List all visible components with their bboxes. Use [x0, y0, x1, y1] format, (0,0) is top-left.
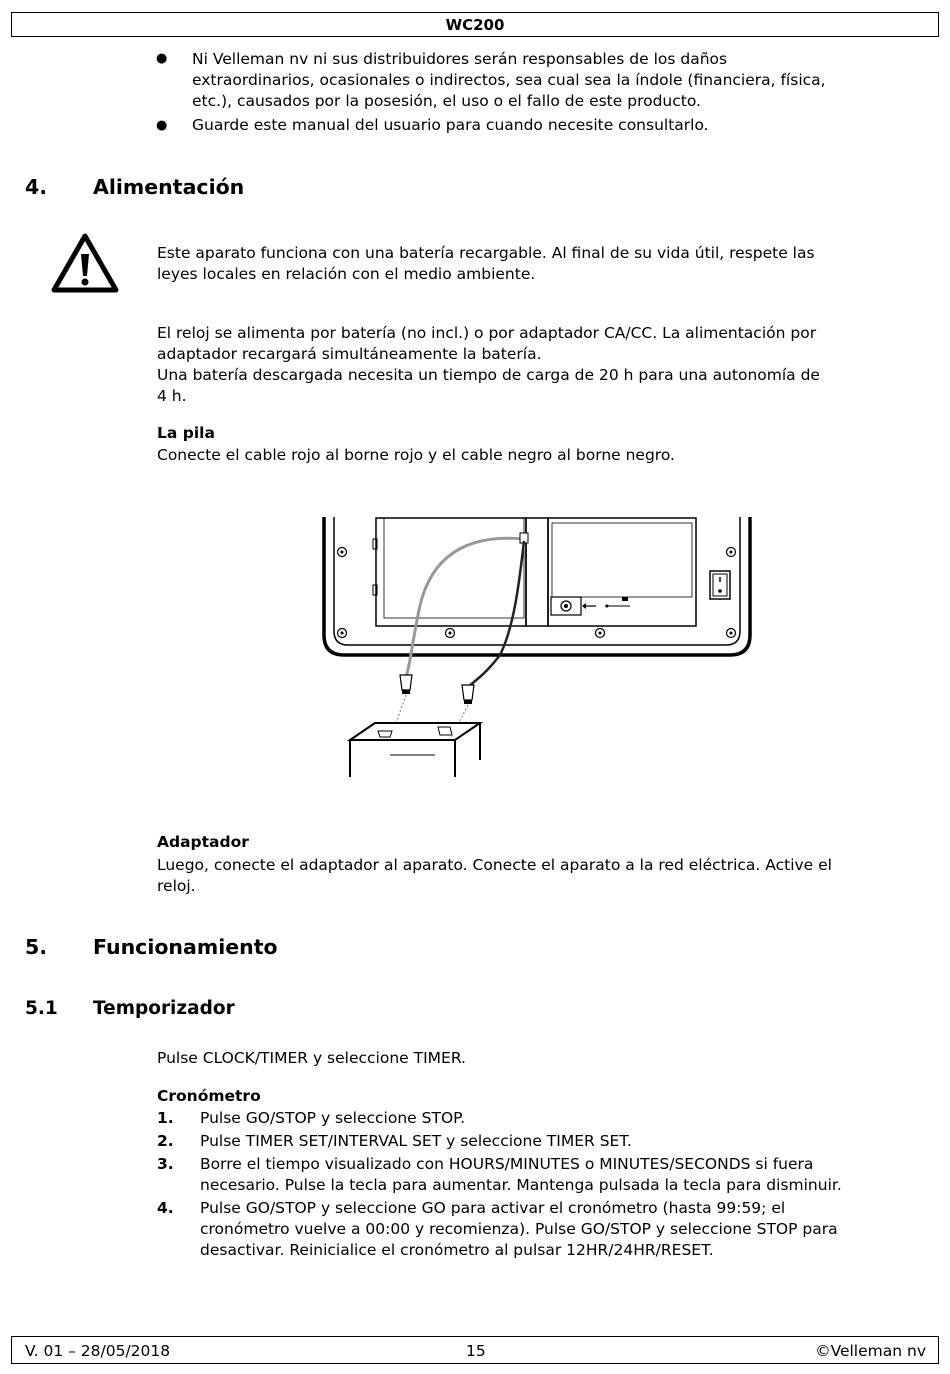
bullet-marker: ● [156, 118, 168, 133]
section-number: 5. [25, 935, 48, 959]
paragraph-line: adaptador recargará simultáneamente la batería. [157, 345, 542, 363]
warning-text [157, 243, 815, 285]
timer-intro: Pulse CLOCK/TIMER y seleccione TIMER. [157, 1049, 466, 1067]
step-line: cronómetro vuelve a 00:00 y recomienza). Pulse GO/STOP y seleccione STOP para [200, 1220, 838, 1238]
step-line: Borre el tiempo visualizado con HOURS/MINUTES o MINUTES/SECONDS si fuera [200, 1155, 814, 1173]
bullet-line: extraordinarios, ocasionales o indirectos, sea cual sea la índole (financiera, física, [192, 71, 826, 89]
section-title: Funcionamiento [93, 935, 278, 959]
adaptador-heading: Adaptador [157, 833, 249, 851]
pila-text: Conecte el cable rojo al borne rojo y el cable negro al borne negro. [157, 446, 675, 464]
step-item [200, 1131, 632, 1152]
footer-copyright: ©Velleman nv [815, 1342, 926, 1360]
step-item [200, 1108, 465, 1129]
power-paragraph [157, 323, 820, 407]
paragraph-line: El reloj se alimenta por batería (no incl.) o por adaptador CA/CC. La alimentación por [157, 324, 817, 342]
bullet-line: etc.), causados por la posesión, el uso o el fallo de este producto. [192, 92, 701, 110]
step-item [200, 1198, 838, 1261]
battery-connection-illustration [320, 515, 760, 790]
warning-icon [50, 232, 120, 294]
step-number: 2. [157, 1132, 174, 1150]
step-line: Pulse GO/STOP y seleccione GO para activar el cronómetro (hasta 99:59; el [200, 1199, 786, 1217]
section-title: Alimentación [93, 175, 245, 199]
step-line: desactivar. Reinicialice el cronómetro al pulsar 12HR/24HR/RESET. [200, 1241, 714, 1259]
bullet-item [192, 49, 826, 112]
paragraph-line: Luego, conecte el adaptador al aparato. Conecte el aparato a la red eléctrica. Active el [157, 856, 832, 874]
bullet-item [192, 115, 709, 136]
paragraph-line: Una batería descargada necesita un tiempo de carga de 20 h para una autonomía de [157, 366, 820, 384]
bullet-line: Ni Velleman nv ni sus distribuidores serán responsables de los daños [192, 50, 728, 68]
warning-line: leyes locales en relación con el medio ambiente. [157, 265, 536, 283]
step-number: 3. [157, 1155, 174, 1173]
step-number: 4. [157, 1199, 174, 1217]
footer-version: V. 01 – 28/05/2018 [25, 1342, 171, 1360]
pila-heading: La pila [157, 424, 215, 442]
subsection-number: 5.1 [25, 998, 58, 1019]
step-line: necesario. Pulse la tecla para aumentar. Mantenga pulsada la tecla para disminuir. [200, 1176, 842, 1194]
section-number: 4. [25, 175, 48, 199]
page-header [11, 12, 939, 37]
header-title: WC200 [445, 16, 505, 34]
paragraph-line: reloj. [157, 877, 196, 895]
warning-line: Este aparato funciona con una batería recargable. Al final de su vida útil, respete las [157, 244, 815, 262]
step-line: Pulse GO/STOP y seleccione STOP. [200, 1109, 465, 1127]
page-footer [11, 1336, 939, 1364]
step-line: Pulse TIMER SET/INTERVAL SET y seleccione TIMER SET. [200, 1132, 632, 1150]
adaptador-text [157, 855, 832, 897]
bullet-marker: ● [156, 51, 168, 66]
cronometro-heading: Cronómetro [157, 1087, 261, 1105]
subsection-title: Temporizador [93, 998, 235, 1019]
bullet-line: Guarde este manual del usuario para cuando necesite consultarlo. [192, 116, 709, 134]
footer-page-number: 15 [466, 1342, 486, 1360]
step-item [200, 1154, 842, 1196]
step-number: 1. [157, 1109, 174, 1127]
paragraph-line: 4 h. [157, 387, 187, 405]
